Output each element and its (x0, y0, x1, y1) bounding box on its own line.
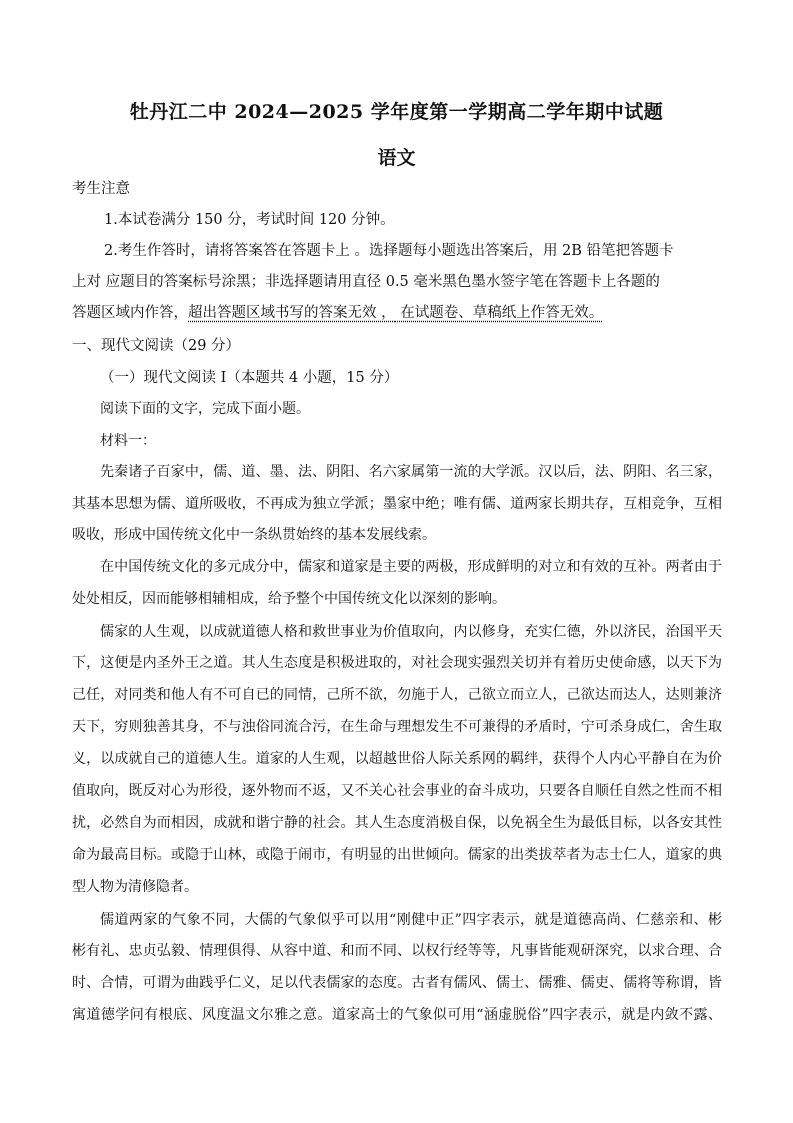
paragraph-line: 儒家的人生观，以成就道德人格和救世事业为价值取向，内以修身，充实仁德，外以济民，治国平天 (100, 624, 722, 640)
exam-title: 牡丹江二中 2024—2025 学年度第一学期高二学年期中试题 (129, 101, 664, 123)
notice-item-2-line-1: 2.考生作答时，请将答案答在答题卡上 。选择题每小题选出答案后，用 2B 铅笔把答题卡 (104, 243, 674, 259)
paragraph-line: 义，以成就自己的道德人生。道家的人生观，以超越世俗人际关系网的羁绊，获得个人内心平静自在为价 (72, 751, 722, 767)
material-label: 材料一： (100, 433, 156, 449)
paragraph-line: 彬有礼、忠贞弘毅、情理俱得、从容中道、和而不同、以权行经等等，凡事皆能观研深究，以求合理、合 (72, 943, 722, 959)
paragraph-line: 天下，穷则独善其身，不与浊俗同流合污，在生命与理想发生不可兼得的矛盾时，宁可杀身成仁，舍生取 (72, 719, 722, 735)
subject-title: 语文 (377, 147, 416, 169)
notice-item-1: 1.本试卷满分 150 分，考试时间 120 分钟。 (104, 212, 395, 228)
paragraph-line: 寓道德学问有根底、风度温文尔雅之意。道家高士的气象似可用“涵虚脱俗”四字表示，就是内敛不露、 (72, 1007, 722, 1023)
paragraph-line: 己任，对同类和他人有不可自已的同情，己所不欲，勿施于人，己欲立而立人，己欲达而达人，达则兼济 (72, 687, 722, 703)
notice-emphasis-2: 在试题卷、草稿纸上作答无效。 (395, 305, 604, 321)
notice-item-2-line-3 (72, 304, 603, 322)
notice-text: 答题区域内作答， (72, 305, 188, 321)
notice-emphasis-1: 超出答题区域书写的答案无效 ， (188, 305, 396, 321)
paragraph-line: 命为最高目标。或隐于山林，或隐于闹市，有明显的出世倾向。儒家的出类拔萃者为志士仁人，道家的典 (72, 847, 722, 863)
paragraph-line: 吸收，形成中国传统文化中一条纵贯始终的基本发展线索。 (72, 527, 436, 543)
paragraph-line: 儒道两家的气象不同，大儒的气象似乎可以用“刚健中正”四字表示，就是道德高尚、仁慈亲和、彬 (100, 912, 722, 928)
paragraph-line: 先秦诸子百家中，儒、道、墨、法、阴阳、名六家属第一流的大学派。汉以后，法、阴阳、名三家， (100, 464, 722, 480)
paragraph-line: 在中国传统文化的多元成分中，儒家和道家是主要的两极，形成鲜明的对立和有效的互补。两者由于 (100, 559, 722, 575)
paragraph-line: 型人物为清修隐者。 (72, 879, 198, 895)
section-heading: 一、现代文阅读（29 分） (72, 338, 241, 354)
subsection-heading: （一）现代文阅读 I（本题共 4 小题，15 分） (100, 370, 399, 386)
paragraph-line: 扰，必然自为而相因，成就和谐宁静的社会。其人生态度消极自保，以免祸全生为最低目标，以各安其性 (72, 815, 722, 831)
paragraph-line: 其基本思想为儒、道所吸收，不再成为独立学派；墨家中绝；唯有儒、道两家长期共存，互相竞争，互相 (72, 496, 722, 512)
paragraph-line: 下，这便是内圣外王之道。其人生态度是积极进取的，对社会现实强烈关切并有着历史使命感，以天下为 (72, 655, 722, 671)
paragraph-line: 处处相反，因而能够相辅相成，给予整个中国传统文化以深刻的影响。 (72, 591, 506, 607)
paragraph-line: 时、合情，可谓为曲践乎仁义，足以代表儒家的态度。古者有儒风、儒士、儒雅、儒吏、儒将等称谓，皆 (72, 975, 722, 991)
notice-heading: 考生注意 (72, 181, 130, 197)
reading-instruction: 阅读下面的文字，完成下面小题。 (100, 401, 310, 417)
notice-item-2-line-2: 上对 应题目的答案标号涂黑；非选择题请用直径 0.5 毫米黑色墨水签字笔在答题卡上各题的 (72, 274, 660, 290)
paragraph-line: 值取向，既反对心为形役，逐外物而不返，又不关心社会事业的奋斗成功，只要各自顺任自然之性而不相 (72, 783, 722, 799)
